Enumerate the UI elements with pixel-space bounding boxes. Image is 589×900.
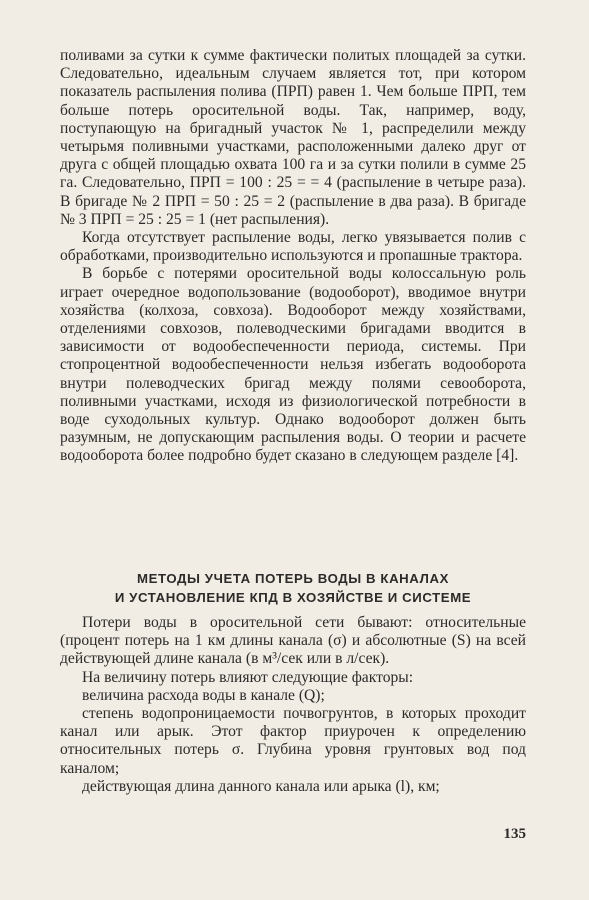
body-text-bottom	[60, 614, 526, 796]
paragraph-factors-intro: На величину потерь влияют следующие факторы:	[82, 668, 414, 686]
list-item-canal-length: действующая длина данного канала или арыка (l), км;	[82, 777, 440, 795]
page-number: 135	[503, 826, 526, 842]
list-item-permeability: степень водопроницаемости почвогрунтов, в которых проходит канал или арык. Этот фактор приурочен к определению относительных потерь σ. Глубина уровня грунтовых вод под каналом;	[60, 705, 526, 777]
paragraph-water-rotation: В борьбе с потерями оросительной воды колоссальную роль играет очередное водопользование (водооборот), вводимое внутри хозяйства (колхоза, совхоза). Водооборот между хозяйствами, отделениями совхозов, полеводческими бригадами вводится в зависимости от водообеспеченности периода, системы. При стопроцентной водообеспеченности нельзя избегать водооборота внутри полеводческих бригад между полями севооборота, поливными участками, исходя из физиологической потребности в воде суходольных культур. Однако водооборот должен быть разумным, не допускающим распыления воды. О теории и расчете водооборота более подробно будет сказано в следующем разделе [4].	[60, 265, 526, 465]
body-text-top	[60, 47, 526, 466]
section-heading-line-2: И УСТАНОВЛЕНИЕ КПД В ХОЗЯЙСТВЕ И СИСТЕМЕ	[114, 590, 472, 605]
paragraph-no-dispersion: Когда отсутствует распыление воды, легко увязывается полив с обработками, производительно используются и пропашные трактора.	[60, 229, 526, 265]
section-heading-line-1: МЕТОДЫ УЧЕТА ПОТЕРЬ ВОДЫ В КАНАЛАХ	[137, 571, 449, 586]
section-heading	[60, 569, 526, 607]
paragraph-loss-types: Потери воды в оросительной сети бывают: относительные (процент потерь на 1 км длины канала (σ) и абсолютные (S) на всей действующей длине канала (в м³/сек или в л/сек).	[60, 614, 526, 668]
paragraph-prp-definition: поливами за сутки к сумме фактически политых площадей за сутки. Следовательно, идеальным случаем является тот, при котором показатель распыления полива (ПРП) равен 1. Чем больше ПРП, тем больше потерь оросительной воды. Так, например, воду, поступающую на бригадный участок № 1, распределили между четырьмя поливными участками, расположенными далеко друг от друга с общей площадью охвата 100 га и за сутки полили в сумме 25 га. Следовательно, ПРП = 100 : 25 = = 4 (распыление в четыре раза). В бригаде № 2 ПРП = 50 : 25 = 2 (распыление в два раза). В бригаде № 3 ПРП = 25 : 25 = 1 (нет распыления).	[60, 47, 526, 228]
list-item-flow-rate: величина расхода воды в канале (Q);	[82, 686, 325, 704]
